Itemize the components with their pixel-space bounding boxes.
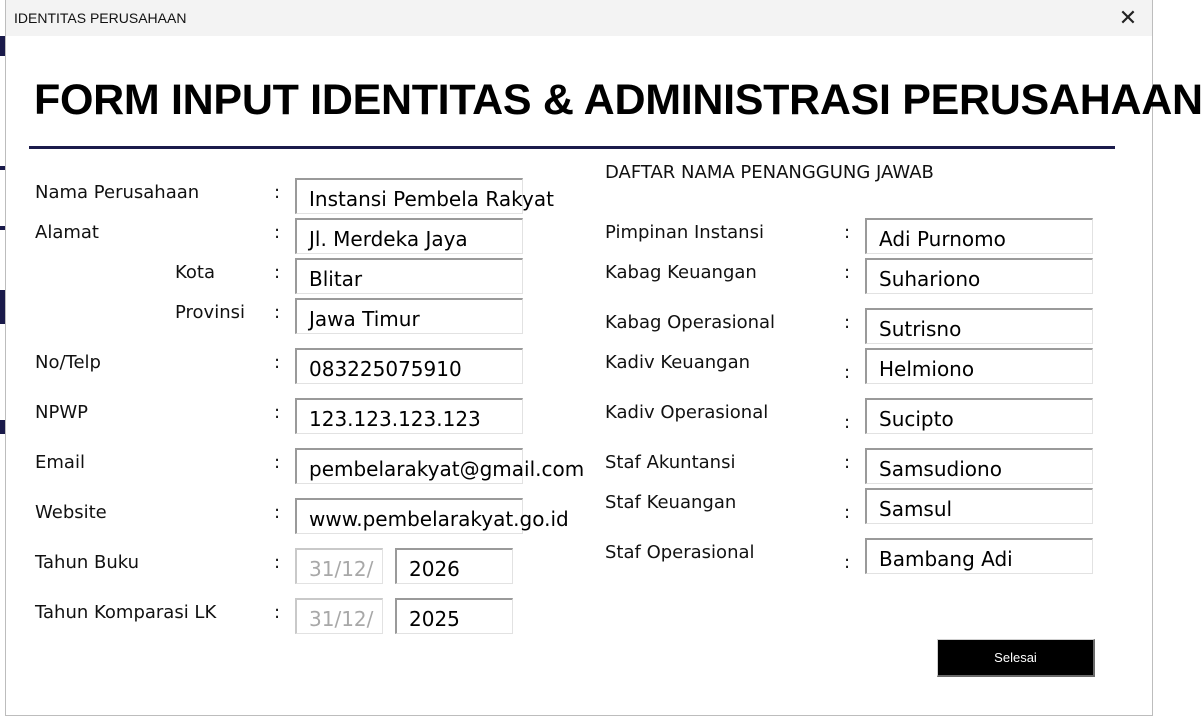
pimpinan-instansi-label: Pimpinan Instansi [605,222,764,243]
colon: : [844,262,851,283]
kadiv-operasional-label: Kadiv Operasional [605,402,769,423]
npwp-label: NPWP [35,402,88,423]
staf-akuntansi-label: Staf Akuntansi [605,452,736,473]
kadiv-operasional-field[interactable]: Sucipto [865,398,1093,434]
pimpinan-instansi-field[interactable]: Adi Purnomo [865,218,1093,254]
email-label: Email [35,452,85,473]
title-bar [6,0,1152,36]
colon: : [844,222,851,243]
kadiv-keuangan-label: Kadiv Keuangan [605,352,751,373]
colon: : [274,352,281,373]
colon: : [844,312,851,333]
staf-keuangan-field[interactable]: Samsul [865,488,1093,524]
email-field[interactable]: pembelarakyat@gmail.com [295,448,523,484]
kabag-keuangan-label: Kabag Keuangan [605,262,757,283]
colon: : [844,502,851,523]
colon: : [274,302,281,323]
tahun-komparasi-year-field[interactable]: 2025 [395,598,513,634]
colon: : [274,602,281,623]
kota-field[interactable]: Blitar [295,258,523,294]
colon: : [844,412,851,433]
colon: : [844,362,851,383]
tahun-buku-date-field: 31/12/ [295,548,383,584]
nama-perusahaan-field[interactable]: Instansi Pembela Rakyat [295,178,523,214]
npwp-field[interactable]: 123.123.123.123 [295,398,523,434]
colon: : [274,552,281,573]
colon: : [274,222,281,243]
colon: : [274,502,281,523]
colon: : [844,452,851,473]
alamat-label: Alamat [35,222,99,243]
nama-perusahaan-label: Nama Perusahaan [35,182,200,203]
provinsi-field[interactable]: Jawa Timur [295,298,523,334]
tahun-komparasi-date-field: 31/12/ [295,598,383,634]
colon: : [274,182,281,203]
identitas-dialog [5,0,1203,716]
tahun-buku-year-field[interactable]: 2026 [395,548,513,584]
form-title: FORM INPUT IDENTITAS & ADMINISTRASI PERUSAHAAN [34,76,1203,124]
alamat-field[interactable]: Jl. Merdeka Jaya [295,218,523,254]
tahun-buku-label: Tahun Buku [35,552,140,573]
telp-label: No/Telp [35,352,101,373]
selesai-button[interactable]: Selesai [937,639,1095,677]
website-label: Website [35,502,107,523]
kadiv-keuangan-field[interactable]: Helmiono [865,348,1093,384]
kabag-keuangan-field[interactable]: Suhariono [865,258,1093,294]
kota-label: Kota [175,262,216,283]
close-icon[interactable]: ✕ [1118,5,1138,31]
website-field[interactable]: www.pembelarakyat.go.id [295,498,523,534]
telp-field[interactable]: 083225075910 [295,348,523,384]
kabag-operasional-field[interactable]: Sutrisno [865,308,1093,344]
colon: : [274,452,281,473]
colon: : [274,402,281,423]
title-divider [29,146,1115,149]
colon: : [274,262,281,283]
staf-operasional-label: Staf Operasional [605,542,755,563]
provinsi-label: Provinsi [175,302,245,323]
window-title: IDENTITAS PERUSAHAAN [14,10,187,26]
staf-operasional-field[interactable]: Bambang Adi [865,538,1093,574]
penanggung-jawab-heading: DAFTAR NAMA PENANGGUNG JAWAB [605,162,934,183]
staf-akuntansi-field[interactable]: Samsudiono [865,448,1093,484]
colon: : [844,552,851,573]
staf-keuangan-label: Staf Keuangan [605,492,737,513]
tahun-komparasi-label: Tahun Komparasi LK [35,602,217,623]
kabag-operasional-label: Kabag Operasional [605,312,776,333]
